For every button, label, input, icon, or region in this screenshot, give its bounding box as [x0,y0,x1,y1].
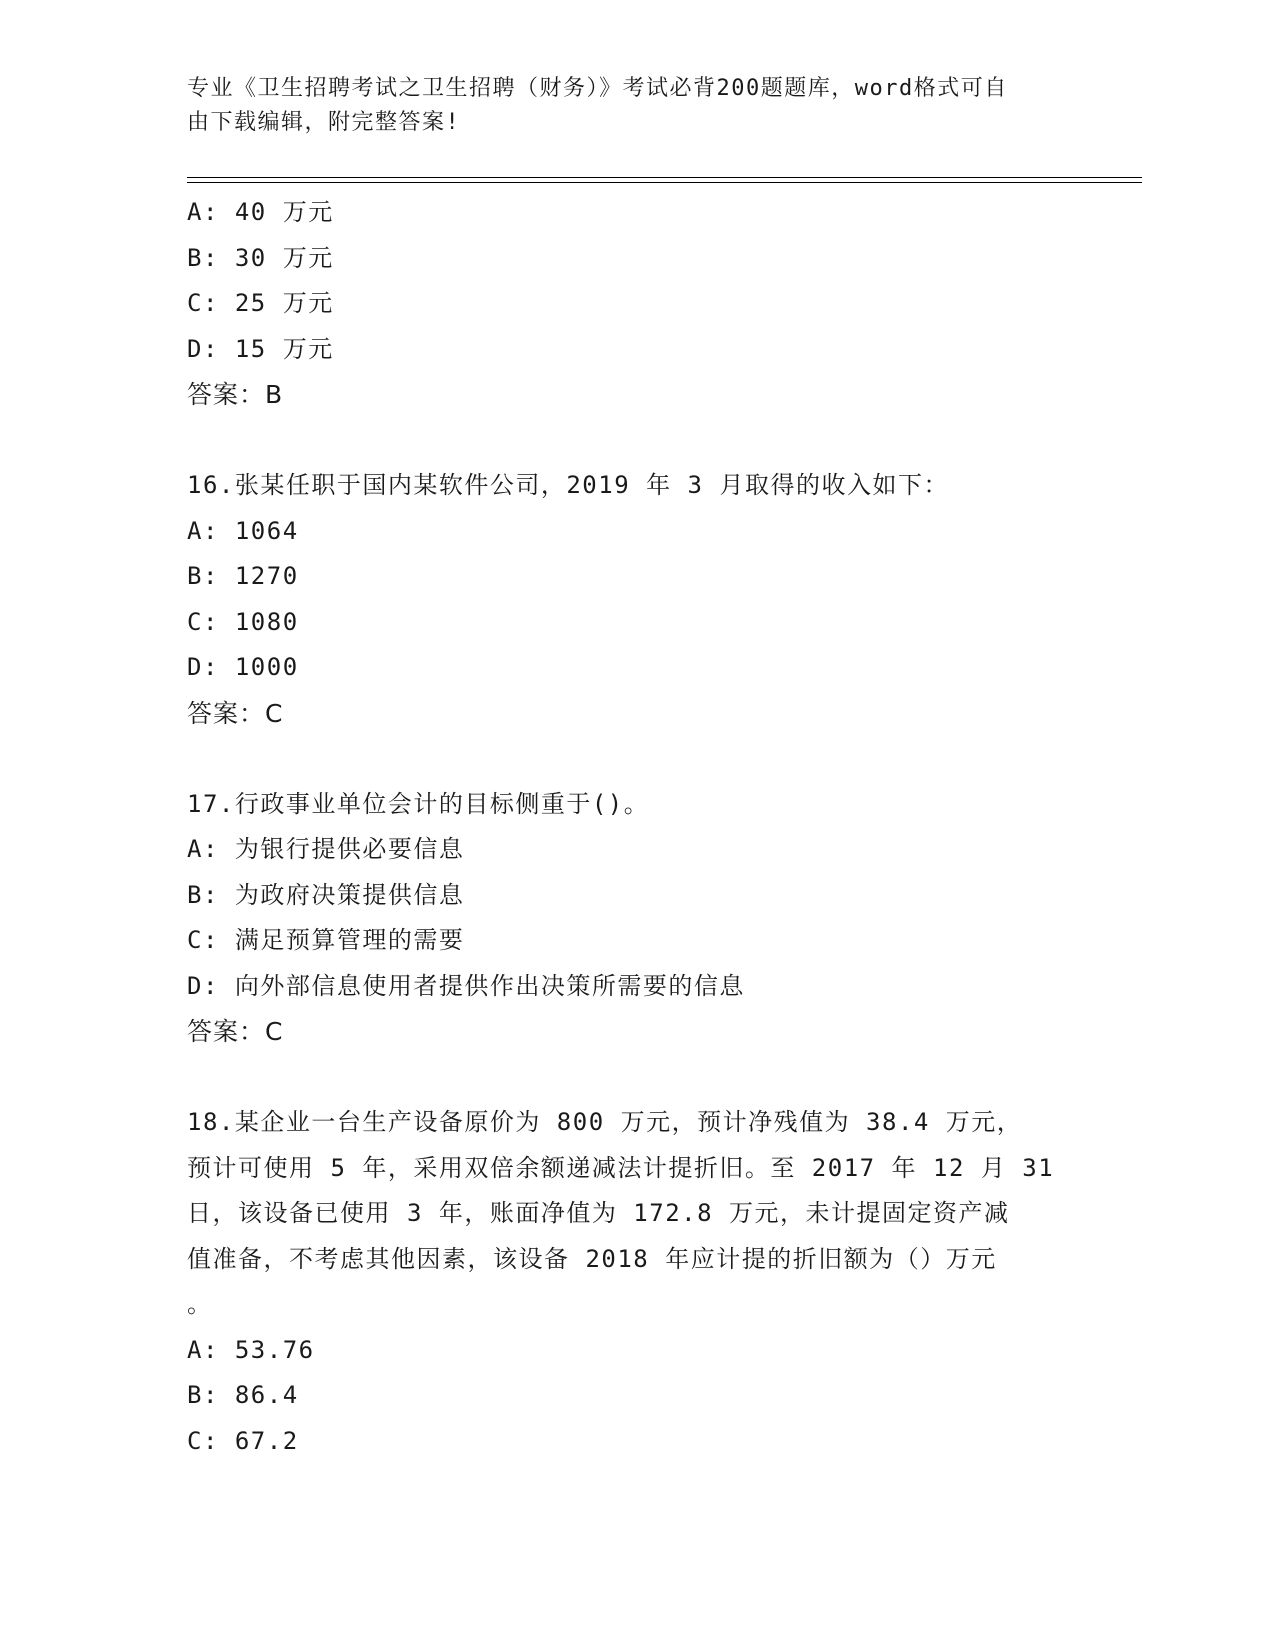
question-15-block [187,190,1087,418]
spacer [187,418,1087,464]
option-b: B: 为政府决策提供信息 [187,880,465,909]
question-16-block [187,463,1087,736]
spacer [187,1055,1087,1101]
option-b: B: 30 万元 [187,243,334,272]
question-18-text-line-4: 值准备，不考虑其他因素，该设备 2018 年应计提的折旧额为（）万元 [187,1244,997,1273]
answer-line: 答案：C [187,698,284,728]
document-header [187,72,1087,140]
header-divider-top [187,177,1142,178]
answer-line: 答案：C [187,1017,284,1046]
option-a: A: 1064 [187,516,299,545]
option-d: D: 向外部信息使用者提供作出决策所需要的信息 [187,971,745,1000]
header-line-1: 专业《卫生招聘考试之卫生招聘（财务）》考试必背200题题库，word格式可自 [187,76,1008,101]
question-list [187,190,1087,1464]
header-divider-bottom [187,182,1142,183]
option-a: A: 为银行提供必要信息 [187,835,465,863]
question-18-text-line-2: 预计可使用 5 年，采用双倍余额递减法计提折旧。至 2017 年 12 月 31 [187,1153,1055,1182]
option-d: D: 15 万元 [187,334,334,363]
option-a: A: 40 万元 [187,198,334,226]
option-b: B: 1270 [187,562,299,590]
option-a: A: 53.76 [187,1335,315,1364]
question-17-block [187,782,1087,1055]
option-b: B: 86.4 [187,1381,299,1409]
option-c: C: 25 万元 [187,289,334,317]
option-c: C: 67.2 [187,1426,299,1455]
question-17-text: 17.行政事业单位会计的目标侧重于()。 [187,789,650,818]
option-c: C: 1080 [187,607,299,636]
question-18-block [187,1100,1087,1464]
question-18-text-line-5: 。 [187,1290,213,1318]
option-c: C: 满足预算管理的需要 [187,926,465,954]
header-line-2: 由下载编辑，附完整答案! [187,110,461,135]
spacer [187,736,1087,782]
question-18-text-line-3: 日，该设备已使用 3 年，账面净值为 172.8 万元，未计提固定资产减 [187,1199,1010,1227]
question-18-text-line-1: 18.某企业一台生产设备原价为 800 万元，预计净残值为 38.4 万元， [187,1108,1023,1136]
answer-line: 答案：B [187,380,284,409]
option-d: D: 1000 [187,653,299,681]
question-16-text: 16.张某任职于国内某软件公司，2019 年 3 月取得的收入如下： [187,471,949,499]
